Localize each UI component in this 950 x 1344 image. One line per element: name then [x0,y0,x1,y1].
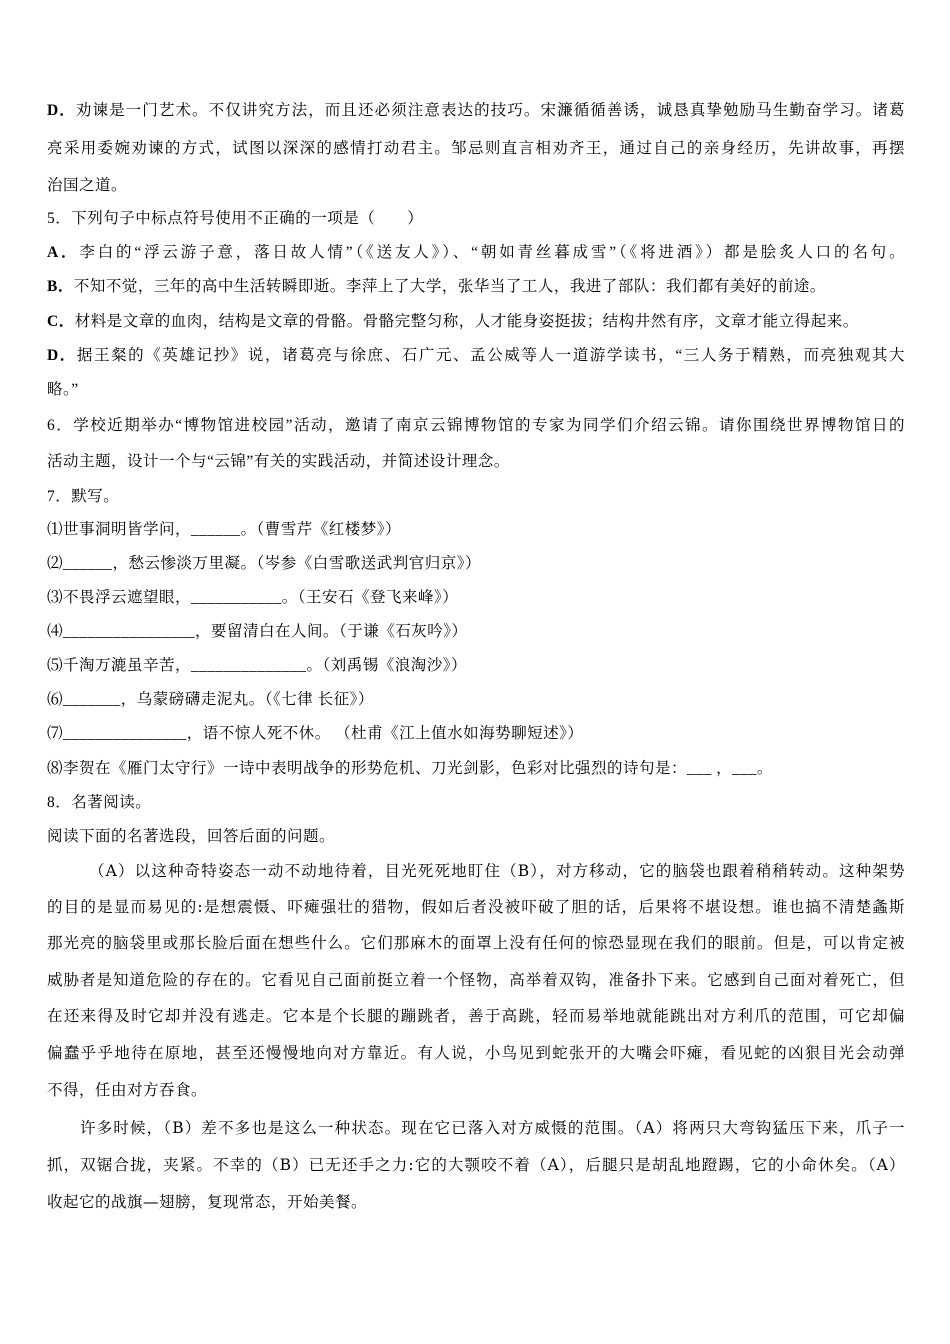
q4-option-d-line-2: 亮采用委婉劝谏的方式，试图以深深的感情打动君主。邹忌则直言相劝齐王，通过自己的亲身经历，先讲故事，再摆 [47,140,905,157]
passage-p1-line-1: （A）以这种奇特姿态一动不动地待着，目光死死地盯住（B），对方移动，它的脑袋也跟着稍稍转动。这种架势 [89,862,905,880]
q5-option-d-line-1 [47,344,905,368]
passage-p1-line-3: 那光亮的脑袋里或那长脸后面在想些什么。它们那麻木的面罩上没有任何的惊恐显现在我们的眼前。但是，可以肯定被 [47,934,905,952]
passage-p1-line-6: 偏蠢乎乎地待在原地，甚至还慢慢地向对方靠近。有人说，小鸟见到蛇张开的大嘴会吓瘫，看见蛇的凶狠目光会动弹 [47,1044,905,1062]
passage-p2-line-1: 许多时候，（B）差不多也是这么一种状态。现在它已落入对方威慑的范围。（A）将两只大弯钩猛压下来，爪子一 [80,1119,905,1137]
passage-p1-line-5: 在还来得及时它却并没有逃走。它本是个长腿的蹦跳者，善于高跳，轻而易举地就能跳出对方利爪的范围，可它却偏 [47,1007,905,1025]
q5-option-c-text: 材料是文章的血肉，结构是文章的骨骼。骨骼完整匀称，人才能身姿挺拔；结构井然有序，文章才能立得起来。 [74,313,859,330]
q7-item-4: ⑷________________，要留清白在人间。（于谦《石灰吟》） [47,623,468,640]
passage-p1-line-7: 不得，任由对方吞食。 [47,1081,208,1099]
q7-item-6: ⑹_______，乌蒙磅礴走泥丸。（《七律 长征》） [47,691,374,708]
q4-option-d-line-1 [47,99,905,123]
q8-stem: 8．名著阅读。 [47,794,152,811]
q4-option-d-line-3: 治国之道。 [47,177,128,194]
q5-option-a-text: 李白的“浮云游子意，落日故人情”（《送友人》）、“朝如青丝暮成雪”（《将进酒》）都是脍炙人口的名句。 [79,244,905,261]
q7-item-3: ⑶不畏浮云遮望眼，___________。（王安石《登飞来峰》） [47,589,459,606]
q7-stem: 7．默写。 [47,488,120,505]
q5-option-b-label: B． [47,278,74,295]
q6-line-2: 活动主题，设计一个与“云锦”有关的实践活动，并简述设计理念。 [47,453,510,470]
q5-option-a [47,241,905,265]
q5-option-d-text: 据王粲的《英雄记抄》说，诸葛亮与徐庶、石广元、孟公威等人一道游学读书，“三人务于精熟，而亮独观其大 [76,347,905,364]
q4-option-d-text: 劝谏是一门艺术。不仅讲究方法，而且还必须注意表达的技巧。宋濂循循善诱，诚恳真挚勉励马生勤奋学习。诸葛 [75,102,905,119]
q4-option-d-label: D． [47,102,76,119]
q5-stem: 5．下列句子中标点符号使用不正确的一项是（ ） [47,210,424,227]
q7-item-8: ⑻李贺在《雁门太守行》一诗中表明战争的形势危机、刀光剑影，色彩对比强烈的诗句是：___ ，___。 [47,760,773,777]
passage-p1-line-2: 的目的是显而易见的:是想震慑、吓瘫强壮的猎物，假如后者没被吓破了胆的话，后果将不堪设想。谁也搞不清楚螽斯 [47,898,905,916]
q5-option-a-label: A． [47,244,80,261]
q5-option-b-text: 不知不觉，三年的高中生活转瞬即逝。李萍上了大学，张华当了工人，我进了部队：我们都有美好的前途。 [73,278,826,295]
q5-option-d-label: D． [47,347,77,364]
q6-line-1: 6．学校近期举办“博物馆进校园”活动，邀请了南京云锦博物馆的专家为同学们介绍云锦。请你围绕世界博物馆日的 [47,417,905,434]
q7-item-2: ⑵______，愁云惨淡万里凝。（岑参《白雪歌送武判官归京》） [47,555,482,572]
q7-item-7: ⑺_______________，语不惊人死不休。 （杜甫《江上值水如海势聊短述》） [47,725,584,742]
q5-option-d-line-2: 略。” [47,381,79,398]
passage-p2-line-3: 收起它的战旗—翅膀，复现常态，开始美餐。 [47,1193,368,1211]
q7-item-5: ⑸千淘万漉虽辛苦，______________。（刘禹锡《浪淘沙》） [47,657,468,674]
passage-p2-line-2: 抓，双锯合拢，夹紧。不幸的（B）已无还手之力:它的大颚咬不着（A），后腿只是胡乱地蹬踢，它的小命休矣。（A） [47,1156,905,1174]
passage-p1-line-4: 威胁者是知道危险的存在的。它看见自己面前挺立着一个怪物，高举着双钩，准备扑下来。它感到自己面对着死亡，但 [47,971,905,989]
q8-instruction: 阅读下面的名著选段，回答后面的问题。 [47,828,336,845]
q7-item-1: ⑴世事洞明皆学问，______。（曹雪芹《红楼梦》） [47,521,402,538]
q5-option-b [47,275,905,299]
q5-option-c [47,310,905,334]
q5-option-c-label: C． [47,313,75,330]
